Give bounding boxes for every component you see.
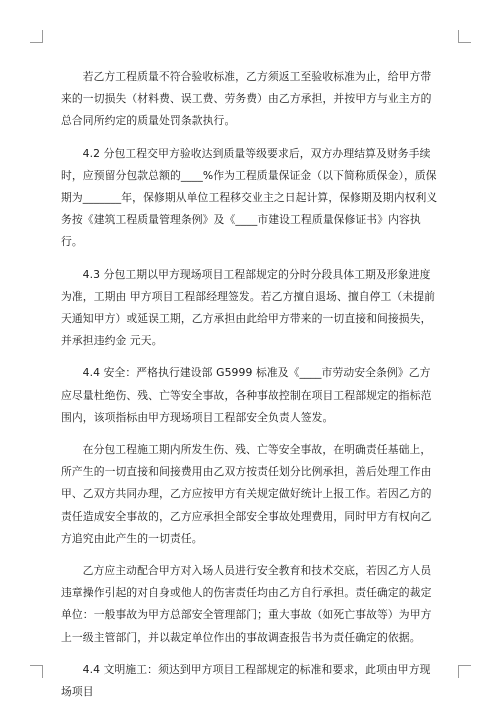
paragraph-gap [61, 550, 441, 560]
paragraph-4-2-warranty: 4.2 分包工程交甲方验收达到质量等级要求后，双方办理结算及财务手续时，应预留分包款总额的____%作为工程质量保证金（以下简称质保金），质保期为_______年，保修期从单位工程移交业主之日起计算，保修期及期内权利义务按《建筑工程质量管理条例》及《____市建设工程质量保修证书》内容执行。 [61, 146, 438, 249]
crop-mark-top-right [458, 30, 471, 43]
paragraph-4-3-schedule: 4.3 分包工期以甲方现场项目工程部规定的分时分段具体工期及形象进度为准，工期由 甲方项目工程部经理签发。若乙方擅自退场、擅自停工（未提前 天通知甲方）或延误工期，乙方承担由此给甲方带来的一切直接和间接损失，并承担违约金 元天。 [61, 267, 436, 348]
paragraph-gap [61, 133, 441, 143]
paragraph-accident-liability: 在分包工程施工期内所发生伤、残、亡等安全事故，在明确责任基础上，所产生的一切直接和间接费用由乙双方按责任划分比例承担，善后处理工作由甲、乙双方共同办理，乙方应按甲方有关规定做好统计上报工作。若因乙方的责任造成安全事故的，乙方应承担全部安全事故处理费用，同时甲方有权向乙方追究由此产生的一切责任。 [61, 443, 432, 545]
paragraph-4-4-civilized-construction: 4.4 文明施工：须达到甲方项目工程部规定的标准和要求，此项由甲方现场项目 [61, 662, 431, 699]
paragraph-gap [61, 429, 441, 439]
document-page [61, 66, 441, 703]
paragraph-safety-education: 乙方应主动配合甲方对入场人员进行安全教育和技术交底，若因乙方人员违章操作引起的对自身或他人的伤害责任均由乙方自行承担。责任确定的裁定单位：一般事故为甲方总部安全管理部门；重大事故（如死亡事故等）为甲方上一级主管部门，并以裁定单位作出的事故调查报告书为责任确定的依据。 [61, 564, 432, 644]
crop-mark-top-left [30, 30, 43, 43]
paragraph-quality-standard: 若乙方工程质量不符合验收标准，乙方须返工至验收标准为止，给甲方带来的一切损失（材料费、误工费、劳务费）由乙方承担，并按甲方与业主方的总合同所约定的质量处罚条款执行。 [61, 70, 432, 128]
paragraph-gap [61, 352, 441, 362]
paragraph-4-4-safety: 4.4 安全：严格执行建设部 G5999 标准及《____市劳动安全条例》乙方应尽量杜绝伤、残、亡等安全事故，各种事故控制在项目工程部规定的指标范围内，该项指标由甲方现场项目工程部安全负责人签发。 [61, 366, 432, 424]
crop-mark-bottom-right [458, 665, 471, 678]
paragraph-gap [61, 254, 441, 264]
paragraph-gap [61, 649, 441, 659]
crop-mark-bottom-left [30, 665, 43, 678]
